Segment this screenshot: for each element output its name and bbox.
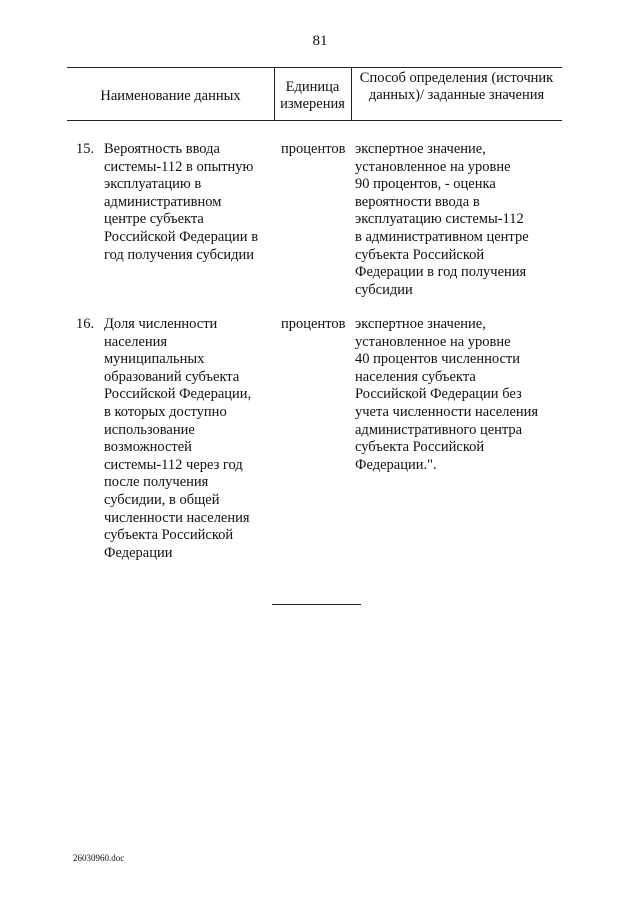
doc-code: 26030960.doc — [73, 853, 125, 863]
table-top-border — [67, 67, 562, 68]
header-method: Способ определения (источник данных)/ заданные значения — [359, 70, 554, 103]
row-name: Вероятность ввода системы-112 в опытную эксплуатацию в административном центре субъекта Российской Федерации в год получения субсидии — [104, 141, 259, 263]
row-number: 16. — [76, 316, 95, 332]
row-method: экспертное значение, установленное на уровне 40 процентов численности населения субъекта Российской Федерации без учета численности населения административного центра субъекта Российской Федерации.". — [355, 316, 539, 473]
row-number: 15. — [76, 141, 95, 157]
row-unit: процентов — [281, 316, 346, 332]
row-name: Доля численности населения муниципальных образований субъекта Российской Федерации, в которых доступно использование возможностей системы-112 через год после получения субсидии, в общей численности населения субъекта Российской Федерации — [104, 316, 252, 561]
header-unit: Единица измерения — [280, 79, 345, 112]
page-number: 81 — [312, 33, 328, 49]
row-unit: процентов — [281, 141, 346, 157]
row-method: экспертное значение, установленное на уровне 90 процентов, - оценка вероятности ввода в эксплуатацию системы-112 в административном центре субъекта Российской Федерации в год получения субсидии — [355, 141, 529, 298]
table-header-bottom-border — [67, 120, 562, 121]
end-separator-line — [272, 604, 361, 605]
header-name: Наименование данных — [100, 88, 241, 104]
